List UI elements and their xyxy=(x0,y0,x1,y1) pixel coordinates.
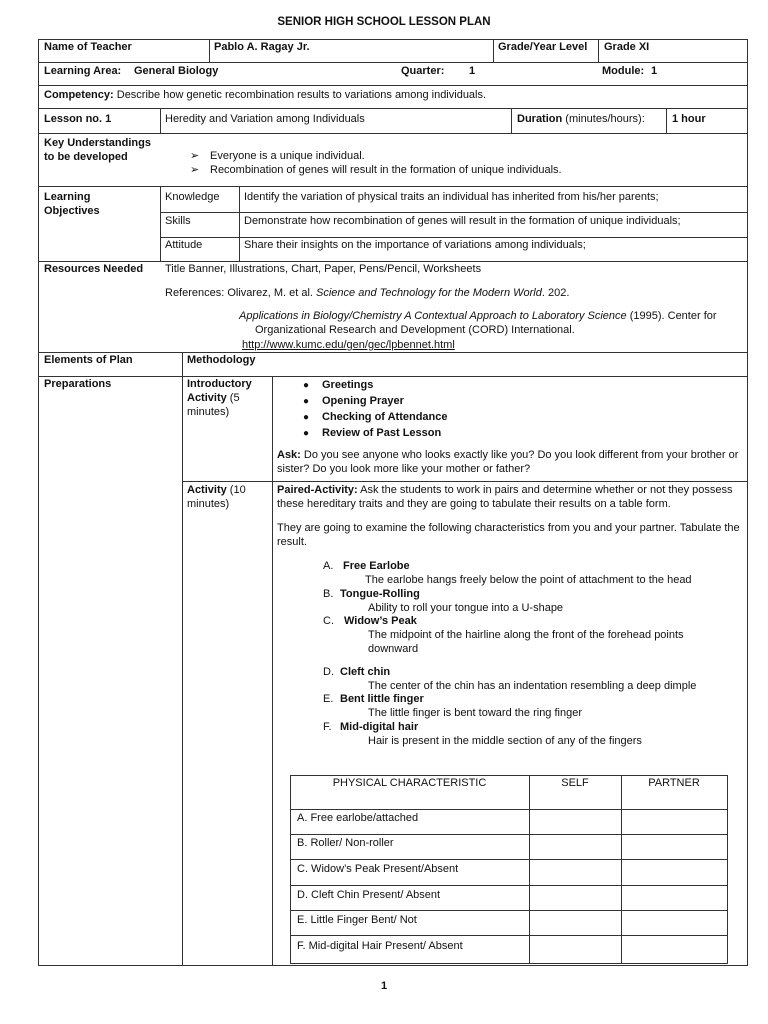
teacher-label: Name of Teacher xyxy=(44,41,132,53)
table-row: C. Widow’s Peak Present/Absent xyxy=(297,863,459,875)
trait-letter-e: E. xyxy=(323,693,334,705)
module-value: 1 xyxy=(651,65,658,77)
resources-label: Resources Needed xyxy=(44,263,144,275)
duration-value: 1 hour xyxy=(672,113,706,125)
competency xyxy=(44,88,486,102)
activity-label: Activity xyxy=(187,484,227,496)
objective-domain-attitude: Attitude xyxy=(165,239,203,251)
key-item-2: Recombination of genes will result in the formation of unique individuals. xyxy=(210,164,562,176)
paired-text: Ask the students to work in pairs and determine whether or not they possess these hereditary traits and they are going to tabulate their results on a table form. xyxy=(277,484,733,510)
trait-name-e: Bent little finger xyxy=(340,693,424,705)
key-understandings-label: Key Understandings to be developed xyxy=(44,137,151,163)
resources-materials: Title Banner, Illustrations, Chart, Paper, Pens/Pencil, Worksheets xyxy=(165,263,482,275)
page-title: SENIOR HIGH SCHOOL LESSON PLAN xyxy=(277,16,491,28)
table-row: F. Mid-digital Hair Present/ Absent xyxy=(297,940,463,952)
bullet-icon: ● xyxy=(303,396,310,407)
trait-desc-c: The midpoint of the hairline along the front of the forehead points downward xyxy=(368,629,684,655)
paired-paragraph xyxy=(277,483,743,511)
trait-desc-b: Ability to roll your tongue into a U-shape xyxy=(368,602,564,614)
area-label: Learning Area: xyxy=(44,65,122,77)
duration xyxy=(517,112,645,126)
trait-desc-e: The little finger is bent toward the ring finger xyxy=(368,707,583,719)
trait-name-b: Tongue-Rolling xyxy=(340,588,420,600)
objectives-label: Learning Objectives xyxy=(44,191,100,217)
trait-name-a: Free Earlobe xyxy=(343,560,410,572)
elements-label: Elements of Plan xyxy=(44,354,133,366)
table-header-self: SELF xyxy=(561,777,589,789)
objective-attitude: Share their insights on the importance of variations among individuals; xyxy=(244,239,586,251)
objective-domain-knowledge: Knowledge xyxy=(165,191,220,203)
reference-2-cont: Organizational Research and Development (CORD) International. xyxy=(255,324,575,336)
trait-name-c: Widow’s Peak xyxy=(344,615,417,627)
trait-name-d: Cleft chin xyxy=(340,666,391,678)
objective-domain-skills: Skills xyxy=(165,215,191,227)
lesson-label: Lesson no. 1 xyxy=(44,113,112,125)
grade-label: Grade/Year Level xyxy=(498,41,588,53)
arrow-bullet-icon: ➢ xyxy=(190,150,200,162)
table-row: A. Free earlobe/attached xyxy=(297,812,419,824)
ask-text: Do you see anyone who looks exactly like you? Do you look different from your brother or sister? Do you look more like your mother or father? xyxy=(277,449,739,475)
table-row: B. Roller/ Non-roller xyxy=(297,837,394,849)
duration-label: Duration xyxy=(517,113,563,125)
bullet-icon: ● xyxy=(303,428,310,439)
table-header-characteristic: PHYSICAL CHARACTERISTIC xyxy=(332,777,487,789)
intro-activity-label xyxy=(187,377,267,419)
reference-2-suffix: (1995). Center for xyxy=(626,310,717,322)
bullet-icon: ● xyxy=(303,412,310,423)
table-row: D. Cleft Chin Present/ Absent xyxy=(297,889,441,901)
lesson-value: Heredity and Variation among Individuals xyxy=(165,113,365,125)
trait-letter-c: C. xyxy=(323,615,334,627)
trait-name-f: Mid-digital hair xyxy=(340,721,419,733)
table-row: E. Little Finger Bent/ Not xyxy=(297,914,417,926)
trait-desc-f: Hair is present in the middle section of any of the fingers xyxy=(368,735,642,747)
reference-2-title: Applications in Biology/Chemistry A Contextual Approach to Laboratory Science xyxy=(239,310,627,322)
reference-1-title: Science and Technology for the Modern World xyxy=(316,287,542,299)
quarter-label: Quarter: xyxy=(401,65,445,77)
intro-item-3: Checking of Attendance xyxy=(322,411,448,423)
objective-skills: Demonstrate how recombination of genes will result in the formation of unique individuals; xyxy=(244,215,681,227)
grade-value: Grade XI xyxy=(604,41,650,53)
duration-unit: (minutes/hours): xyxy=(565,113,645,125)
intro-time: (5 minutes) xyxy=(187,392,240,418)
examine-paragraph: They are going to examine the following characteristics from you and your partner. Tabulate the result. xyxy=(277,522,740,548)
reference-2 xyxy=(239,309,717,323)
methodology-label: Methodology xyxy=(187,354,256,366)
activity-label-cell xyxy=(187,483,267,511)
bullet-icon: ● xyxy=(303,380,310,391)
preparations-label: Preparations xyxy=(44,378,112,390)
table-header-partner: PARTNER xyxy=(648,777,700,789)
reference-prefix: References: Olivarez, M. et al. xyxy=(165,287,313,299)
trait-letter-d: D. xyxy=(323,666,334,678)
trait-desc-a: The earlobe hangs freely below the point of attachment to the head xyxy=(365,574,692,586)
quarter-value: 1 xyxy=(469,65,476,77)
activity-time: (10 minutes) xyxy=(187,484,246,510)
intro-label: Introductory Activity xyxy=(187,378,252,404)
competency-value: Describe how genetic recombination results to variations among individuals. xyxy=(116,89,487,101)
intro-item-2: Opening Prayer xyxy=(322,395,404,407)
teacher-value: Pablo A. Ragay Jr. xyxy=(214,41,310,53)
arrow-bullet-icon: ➢ xyxy=(190,164,200,176)
trait-desc-d: The center of the chin has an indentation resembling a deep dimple xyxy=(368,680,697,692)
module-label: Module: xyxy=(602,65,645,77)
reference-1 xyxy=(165,286,569,300)
trait-letter-b: B. xyxy=(323,588,334,600)
intro-item-4: Review of Past Lesson xyxy=(322,427,442,439)
paired-label: Paired-Activity: xyxy=(277,484,358,496)
competency-label: Competency: xyxy=(44,89,114,101)
page-number: 1 xyxy=(380,980,388,992)
trait-letter-f: F. xyxy=(323,721,332,733)
trait-letter-a: A. xyxy=(323,560,334,572)
reference-url-link[interactable]: http://www.kumc.edu/gen/gec/lpbennet.html xyxy=(242,339,455,351)
area-value: General Biology xyxy=(134,65,219,77)
ask-label: Ask: xyxy=(277,449,301,461)
reference-1-suffix: . 202. xyxy=(541,287,570,299)
intro-item-1: Greetings xyxy=(322,379,374,391)
ask-paragraph xyxy=(277,448,743,476)
objective-knowledge: Identify the variation of physical traits an individual has inherited from his/her parents; xyxy=(244,191,659,203)
key-item-1: Everyone is a unique individual. xyxy=(210,150,365,162)
